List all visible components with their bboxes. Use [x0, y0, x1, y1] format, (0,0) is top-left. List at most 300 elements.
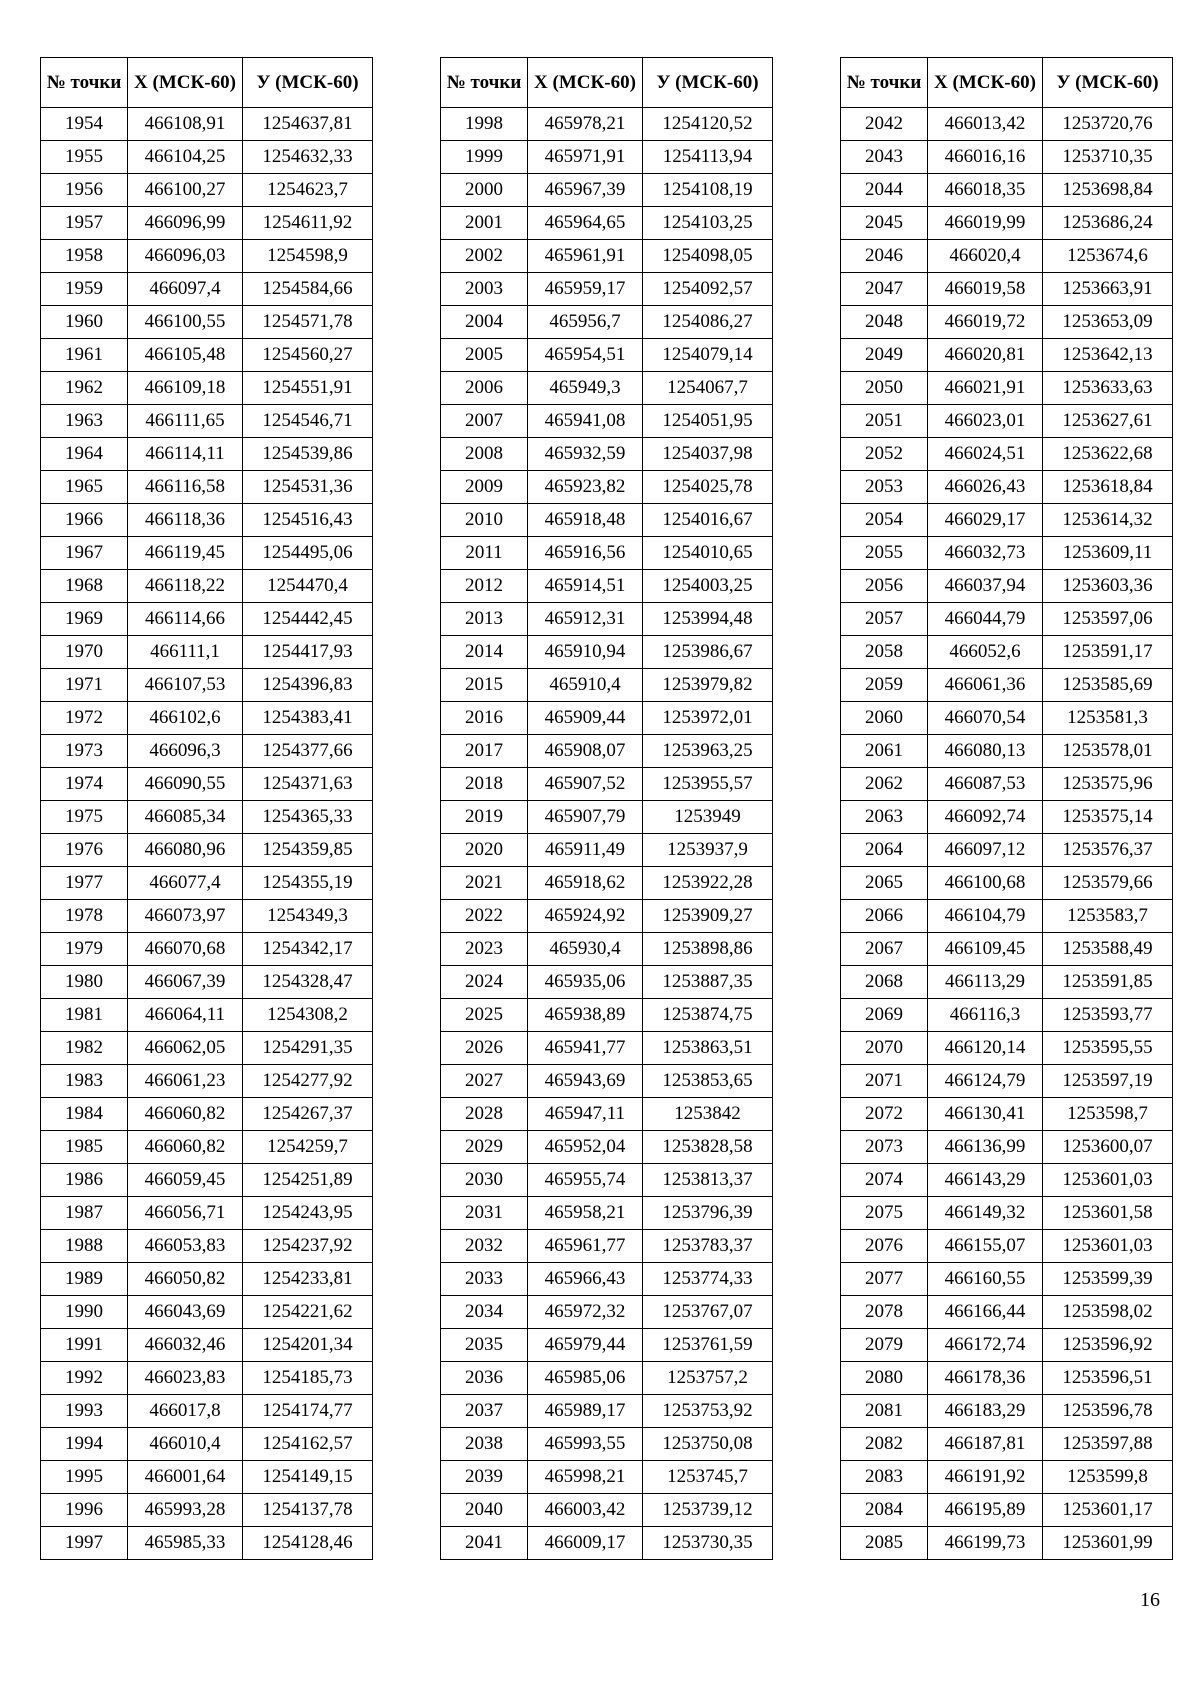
cell-x-coordinate: 466019,99: [928, 207, 1043, 240]
cell-x-coordinate: 466114,66: [128, 603, 243, 636]
cell-x-coordinate: 466032,46: [128, 1329, 243, 1362]
cell-x-coordinate: 465961,77: [528, 1230, 643, 1263]
table-row: [441, 603, 773, 636]
cell-point-number: 1998: [441, 108, 528, 141]
cell-y-coordinate: 1253842: [643, 1098, 773, 1131]
cell-point-number: 1957: [41, 207, 128, 240]
cell-point-number: 2009: [441, 471, 528, 504]
table-row: [841, 1296, 1173, 1329]
table-row: [441, 1065, 773, 1098]
cell-point-number: 1965: [41, 471, 128, 504]
table-row: [441, 570, 773, 603]
cell-point-number: 2023: [441, 933, 528, 966]
cell-y-coordinate: 1253596,51: [1043, 1362, 1173, 1395]
cell-x-coordinate: 466067,39: [128, 966, 243, 999]
cell-point-number: 2056: [841, 570, 928, 603]
column-header-y-coordinate: У (МСК-60): [243, 58, 373, 108]
cell-x-coordinate: 466019,58: [928, 273, 1043, 306]
cell-y-coordinate: 1253642,13: [1043, 339, 1173, 372]
cell-y-coordinate: 1253575,96: [1043, 768, 1173, 801]
table-row: [841, 1197, 1173, 1230]
table-row: [441, 768, 773, 801]
cell-y-coordinate: 1254371,63: [243, 768, 373, 801]
cell-y-coordinate: 1253653,09: [1043, 306, 1173, 339]
table-row: [841, 372, 1173, 405]
cell-point-number: 1962: [41, 372, 128, 405]
cell-y-coordinate: 1254174,77: [243, 1395, 373, 1428]
table-row: [41, 1032, 373, 1065]
cell-point-number: 1996: [41, 1494, 128, 1527]
cell-point-number: 2028: [441, 1098, 528, 1131]
cell-x-coordinate: 466073,97: [128, 900, 243, 933]
table-header-row: [41, 58, 373, 108]
table-row: [41, 636, 373, 669]
table-row: [841, 1362, 1173, 1395]
table-row: [441, 735, 773, 768]
cell-y-coordinate: 1254113,94: [643, 141, 773, 174]
cell-y-coordinate: 1254025,78: [643, 471, 773, 504]
cell-x-coordinate: 465956,7: [528, 306, 643, 339]
cell-x-coordinate: 466109,45: [928, 933, 1043, 966]
cell-x-coordinate: 466037,94: [928, 570, 1043, 603]
cell-y-coordinate: 1253863,51: [643, 1032, 773, 1065]
table-row: [441, 801, 773, 834]
cell-x-coordinate: 465985,06: [528, 1362, 643, 1395]
cell-x-coordinate: 465966,43: [528, 1263, 643, 1296]
table-row: [441, 141, 773, 174]
coordinates-table-2: [440, 57, 773, 1560]
cell-point-number: 2037: [441, 1395, 528, 1428]
cell-y-coordinate: 1254037,98: [643, 438, 773, 471]
table-row: [41, 1098, 373, 1131]
cell-point-number: 2043: [841, 141, 928, 174]
table-row: [41, 999, 373, 1032]
cell-point-number: 1981: [41, 999, 128, 1032]
cell-y-coordinate: 1254495,06: [243, 537, 373, 570]
cell-x-coordinate: 466109,18: [128, 372, 243, 405]
table-row: [841, 108, 1173, 141]
cell-point-number: 2048: [841, 306, 928, 339]
table-row: [41, 471, 373, 504]
cell-point-number: 2021: [441, 867, 528, 900]
table-row: [841, 966, 1173, 999]
cell-point-number: 1989: [41, 1263, 128, 1296]
cell-x-coordinate: 466172,74: [928, 1329, 1043, 1362]
table-row: [841, 1131, 1173, 1164]
cell-x-coordinate: 466118,36: [128, 504, 243, 537]
cell-point-number: 1961: [41, 339, 128, 372]
cell-y-coordinate: 1254551,91: [243, 372, 373, 405]
cell-x-coordinate: 466024,51: [928, 438, 1043, 471]
table-row: [41, 768, 373, 801]
cell-x-coordinate: 466059,45: [128, 1164, 243, 1197]
cell-x-coordinate: 465985,33: [128, 1527, 243, 1560]
cell-x-coordinate: 466100,27: [128, 174, 243, 207]
cell-x-coordinate: 466092,74: [928, 801, 1043, 834]
table-row: [841, 273, 1173, 306]
cell-y-coordinate: 1253730,35: [643, 1527, 773, 1560]
cell-point-number: 1958: [41, 240, 128, 273]
column-header-point-number: № точки: [41, 58, 128, 108]
table-row: [41, 1428, 373, 1461]
cell-y-coordinate: 1253767,07: [643, 1296, 773, 1329]
table-row: [41, 1263, 373, 1296]
cell-y-coordinate: 1254396,83: [243, 669, 373, 702]
cell-point-number: 2067: [841, 933, 928, 966]
cell-y-coordinate: 1254086,27: [643, 306, 773, 339]
table-row: [41, 141, 373, 174]
cell-x-coordinate: 466001,64: [128, 1461, 243, 1494]
cell-x-coordinate: 466085,34: [128, 801, 243, 834]
cell-x-coordinate: 465971,91: [528, 141, 643, 174]
cell-x-coordinate: 465911,49: [528, 834, 643, 867]
cell-x-coordinate: 465924,92: [528, 900, 643, 933]
cell-y-coordinate: 1253813,37: [643, 1164, 773, 1197]
cell-x-coordinate: 465964,65: [528, 207, 643, 240]
column-header-y-coordinate: У (МСК-60): [643, 58, 773, 108]
cell-y-coordinate: 1253578,01: [1043, 735, 1173, 768]
cell-point-number: 2020: [441, 834, 528, 867]
cell-y-coordinate: 1253937,9: [643, 834, 773, 867]
table-row: [41, 966, 373, 999]
cell-x-coordinate: 465938,89: [528, 999, 643, 1032]
cell-point-number: 2010: [441, 504, 528, 537]
cell-point-number: 1974: [41, 768, 128, 801]
cell-point-number: 1956: [41, 174, 128, 207]
cell-point-number: 2018: [441, 768, 528, 801]
table-row: [841, 438, 1173, 471]
cell-x-coordinate: 466080,96: [128, 834, 243, 867]
table-row: [41, 1065, 373, 1098]
cell-point-number: 1982: [41, 1032, 128, 1065]
cell-y-coordinate: 1254623,7: [243, 174, 373, 207]
table-row: [41, 900, 373, 933]
cell-y-coordinate: 1253909,27: [643, 900, 773, 933]
cell-point-number: 2035: [441, 1329, 528, 1362]
cell-y-coordinate: 1253761,59: [643, 1329, 773, 1362]
cell-y-coordinate: 1253595,55: [1043, 1032, 1173, 1065]
cell-x-coordinate: 466097,12: [928, 834, 1043, 867]
cell-y-coordinate: 1254079,14: [643, 339, 773, 372]
table-row: [441, 207, 773, 240]
cell-point-number: 2083: [841, 1461, 928, 1494]
cell-x-coordinate: 466102,6: [128, 702, 243, 735]
table-row: [841, 702, 1173, 735]
cell-y-coordinate: 1253853,65: [643, 1065, 773, 1098]
column-header-y-coordinate: У (МСК-60): [1043, 58, 1173, 108]
table-row: [841, 735, 1173, 768]
cell-point-number: 2016: [441, 702, 528, 735]
cell-y-coordinate: 1254417,93: [243, 636, 373, 669]
cell-point-number: 2066: [841, 900, 928, 933]
cell-y-coordinate: 1253597,19: [1043, 1065, 1173, 1098]
cell-point-number: 1975: [41, 801, 128, 834]
table-row: [441, 1527, 773, 1560]
table-row: [441, 999, 773, 1032]
cell-point-number: 1954: [41, 108, 128, 141]
cell-point-number: 1963: [41, 405, 128, 438]
cell-x-coordinate: 466087,53: [928, 768, 1043, 801]
table-row: [441, 636, 773, 669]
table-row: [441, 1230, 773, 1263]
cell-point-number: 2053: [841, 471, 928, 504]
cell-point-number: 2078: [841, 1296, 928, 1329]
cell-point-number: 2052: [841, 438, 928, 471]
cell-point-number: 2017: [441, 735, 528, 768]
cell-x-coordinate: 466043,69: [128, 1296, 243, 1329]
cell-x-coordinate: 465958,21: [528, 1197, 643, 1230]
table-row: [41, 735, 373, 768]
cell-x-coordinate: 465955,74: [528, 1164, 643, 1197]
cell-y-coordinate: 1254611,92: [243, 207, 373, 240]
cell-point-number: 2029: [441, 1131, 528, 1164]
cell-point-number: 2057: [841, 603, 928, 636]
table-row: [41, 504, 373, 537]
table-header-row: [841, 58, 1173, 108]
cell-y-coordinate: 1253949: [643, 801, 773, 834]
table-row: [841, 570, 1173, 603]
cell-y-coordinate: 1253963,25: [643, 735, 773, 768]
cell-y-coordinate: 1253783,37: [643, 1230, 773, 1263]
cell-x-coordinate: 466097,4: [128, 273, 243, 306]
cell-y-coordinate: 1253596,92: [1043, 1329, 1173, 1362]
cell-x-coordinate: 466060,82: [128, 1098, 243, 1131]
cell-x-coordinate: 466070,54: [928, 702, 1043, 735]
cell-point-number: 1968: [41, 570, 128, 603]
cell-point-number: 1955: [41, 141, 128, 174]
cell-point-number: 2019: [441, 801, 528, 834]
cell-y-coordinate: 1253575,14: [1043, 801, 1173, 834]
cell-x-coordinate: 466023,83: [128, 1362, 243, 1395]
cell-x-coordinate: 466050,82: [128, 1263, 243, 1296]
cell-point-number: 1995: [41, 1461, 128, 1494]
cell-point-number: 2059: [841, 669, 928, 702]
table-row: [41, 306, 373, 339]
cell-y-coordinate: 1254539,86: [243, 438, 373, 471]
cell-point-number: 2073: [841, 1131, 928, 1164]
cell-y-coordinate: 1253663,91: [1043, 273, 1173, 306]
table-row: [841, 801, 1173, 834]
cell-y-coordinate: 1253955,57: [643, 768, 773, 801]
cell-point-number: 2008: [441, 438, 528, 471]
table-row: [841, 636, 1173, 669]
cell-x-coordinate: 465943,69: [528, 1065, 643, 1098]
cell-y-coordinate: 1253618,84: [1043, 471, 1173, 504]
cell-x-coordinate: 466104,79: [928, 900, 1043, 933]
cell-y-coordinate: 1253585,69: [1043, 669, 1173, 702]
cell-point-number: 1971: [41, 669, 128, 702]
cell-y-coordinate: 1253972,01: [643, 702, 773, 735]
cell-y-coordinate: 1253674,6: [1043, 240, 1173, 273]
cell-x-coordinate: 466118,22: [128, 570, 243, 603]
cell-y-coordinate: 1254201,34: [243, 1329, 373, 1362]
cell-point-number: 1967: [41, 537, 128, 570]
table-row: [41, 1230, 373, 1263]
cell-point-number: 2015: [441, 669, 528, 702]
cell-x-coordinate: 466018,35: [928, 174, 1043, 207]
cell-point-number: 2025: [441, 999, 528, 1032]
cell-x-coordinate: 465935,06: [528, 966, 643, 999]
table-row: [41, 1362, 373, 1395]
cell-point-number: 2081: [841, 1395, 928, 1428]
cell-point-number: 1986: [41, 1164, 128, 1197]
cell-y-coordinate: 1253757,2: [643, 1362, 773, 1395]
cell-x-coordinate: 466096,03: [128, 240, 243, 273]
cell-point-number: 2047: [841, 273, 928, 306]
table-row: [441, 1395, 773, 1428]
cell-x-coordinate: 466023,01: [928, 405, 1043, 438]
cell-point-number: 2024: [441, 966, 528, 999]
cell-y-coordinate: 1254632,33: [243, 141, 373, 174]
table-row: [441, 1098, 773, 1131]
cell-x-coordinate: 466009,17: [528, 1527, 643, 1560]
table-row: [841, 1065, 1173, 1098]
cell-point-number: 1993: [41, 1395, 128, 1428]
cell-x-coordinate: 466044,79: [928, 603, 1043, 636]
cell-x-coordinate: 466136,99: [928, 1131, 1043, 1164]
table-row: [441, 1461, 773, 1494]
cell-point-number: 2027: [441, 1065, 528, 1098]
cell-y-coordinate: 1254221,62: [243, 1296, 373, 1329]
cell-x-coordinate: 466195,89: [928, 1494, 1043, 1527]
cell-x-coordinate: 466160,55: [928, 1263, 1043, 1296]
table-row: [841, 834, 1173, 867]
table-row: [441, 405, 773, 438]
cell-point-number: 1973: [41, 735, 128, 768]
cell-point-number: 2040: [441, 1494, 528, 1527]
cell-point-number: 2042: [841, 108, 928, 141]
cell-y-coordinate: 1254233,81: [243, 1263, 373, 1296]
cell-point-number: 2032: [441, 1230, 528, 1263]
cell-y-coordinate: 1254051,95: [643, 405, 773, 438]
cell-x-coordinate: 466113,29: [928, 966, 1043, 999]
cell-point-number: 1964: [41, 438, 128, 471]
cell-y-coordinate: 1254243,95: [243, 1197, 373, 1230]
table-row: [841, 1164, 1173, 1197]
cell-x-coordinate: 465910,94: [528, 636, 643, 669]
table-row: [41, 372, 373, 405]
table-row: [841, 207, 1173, 240]
table-row: [841, 1461, 1173, 1494]
cell-point-number: 1990: [41, 1296, 128, 1329]
table-row: [841, 669, 1173, 702]
cell-y-coordinate: 1254003,25: [643, 570, 773, 603]
table-row: [441, 1494, 773, 1527]
cell-y-coordinate: 1253596,78: [1043, 1395, 1173, 1428]
cell-point-number: 2060: [841, 702, 928, 735]
coordinates-table-1: [40, 57, 373, 1560]
cell-x-coordinate: 466105,48: [128, 339, 243, 372]
table-row: [441, 240, 773, 273]
table-row: [441, 1197, 773, 1230]
table-row: [441, 471, 773, 504]
cell-y-coordinate: 1253828,58: [643, 1131, 773, 1164]
cell-point-number: 2014: [441, 636, 528, 669]
table-row: [441, 834, 773, 867]
cell-point-number: 1985: [41, 1131, 128, 1164]
table-row: [841, 240, 1173, 273]
cell-point-number: 1991: [41, 1329, 128, 1362]
cell-point-number: 2064: [841, 834, 928, 867]
cell-y-coordinate: 1254349,3: [243, 900, 373, 933]
cell-point-number: 2075: [841, 1197, 928, 1230]
cell-x-coordinate: 465909,44: [528, 702, 643, 735]
cell-y-coordinate: 1253601,17: [1043, 1494, 1173, 1527]
table-row: [441, 1329, 773, 1362]
cell-y-coordinate: 1254342,17: [243, 933, 373, 966]
cell-point-number: 2002: [441, 240, 528, 273]
table-row: [441, 537, 773, 570]
cell-y-coordinate: 1253598,7: [1043, 1098, 1173, 1131]
cell-y-coordinate: 1254103,25: [643, 207, 773, 240]
cell-x-coordinate: 466119,45: [128, 537, 243, 570]
cell-x-coordinate: 465912,31: [528, 603, 643, 636]
cell-point-number: 2071: [841, 1065, 928, 1098]
table-row: [41, 1164, 373, 1197]
table-row: [841, 174, 1173, 207]
table-row: [441, 702, 773, 735]
table-row: [841, 1494, 1173, 1527]
cell-x-coordinate: 466096,3: [128, 735, 243, 768]
cell-x-coordinate: 466149,32: [928, 1197, 1043, 1230]
cell-x-coordinate: 465923,82: [528, 471, 643, 504]
cell-point-number: 1988: [41, 1230, 128, 1263]
cell-y-coordinate: 1253581,3: [1043, 702, 1173, 735]
cell-y-coordinate: 1254120,52: [643, 108, 773, 141]
table-row: [41, 1296, 373, 1329]
cell-point-number: 2004: [441, 306, 528, 339]
page-number: 16: [1140, 1589, 1160, 1611]
table-row: [41, 273, 373, 306]
table-row: [441, 174, 773, 207]
cell-y-coordinate: 1253994,48: [643, 603, 773, 636]
cell-point-number: 2068: [841, 966, 928, 999]
table-row: [441, 273, 773, 306]
cell-point-number: 1994: [41, 1428, 128, 1461]
cell-y-coordinate: 1254016,67: [643, 504, 773, 537]
cell-y-coordinate: 1254470,4: [243, 570, 373, 603]
cell-point-number: 1977: [41, 867, 128, 900]
cell-point-number: 2080: [841, 1362, 928, 1395]
cell-x-coordinate: 466199,73: [928, 1527, 1043, 1560]
cell-point-number: 2006: [441, 372, 528, 405]
cell-point-number: 2013: [441, 603, 528, 636]
cell-x-coordinate: 465959,17: [528, 273, 643, 306]
cell-point-number: 1980: [41, 966, 128, 999]
cell-point-number: 2077: [841, 1263, 928, 1296]
table-row: [441, 900, 773, 933]
table-row: [41, 108, 373, 141]
cell-x-coordinate: 466116,58: [128, 471, 243, 504]
cell-x-coordinate: 466080,13: [928, 735, 1043, 768]
cell-y-coordinate: 1254442,45: [243, 603, 373, 636]
cell-point-number: 2011: [441, 537, 528, 570]
cell-y-coordinate: 1254010,65: [643, 537, 773, 570]
cell-x-coordinate: 465914,51: [528, 570, 643, 603]
table-row: [441, 1428, 773, 1461]
cell-y-coordinate: 1253622,68: [1043, 438, 1173, 471]
cell-x-coordinate: 466019,72: [928, 306, 1043, 339]
cell-point-number: 2031: [441, 1197, 528, 1230]
table-row: [41, 801, 373, 834]
cell-x-coordinate: 465910,4: [528, 669, 643, 702]
column-header-x-coordinate: Х (МСК-60): [128, 58, 243, 108]
cell-point-number: 2058: [841, 636, 928, 669]
cell-y-coordinate: 1254516,43: [243, 504, 373, 537]
cell-point-number: 2012: [441, 570, 528, 603]
table-row: [841, 999, 1173, 1032]
cell-point-number: 2026: [441, 1032, 528, 1065]
